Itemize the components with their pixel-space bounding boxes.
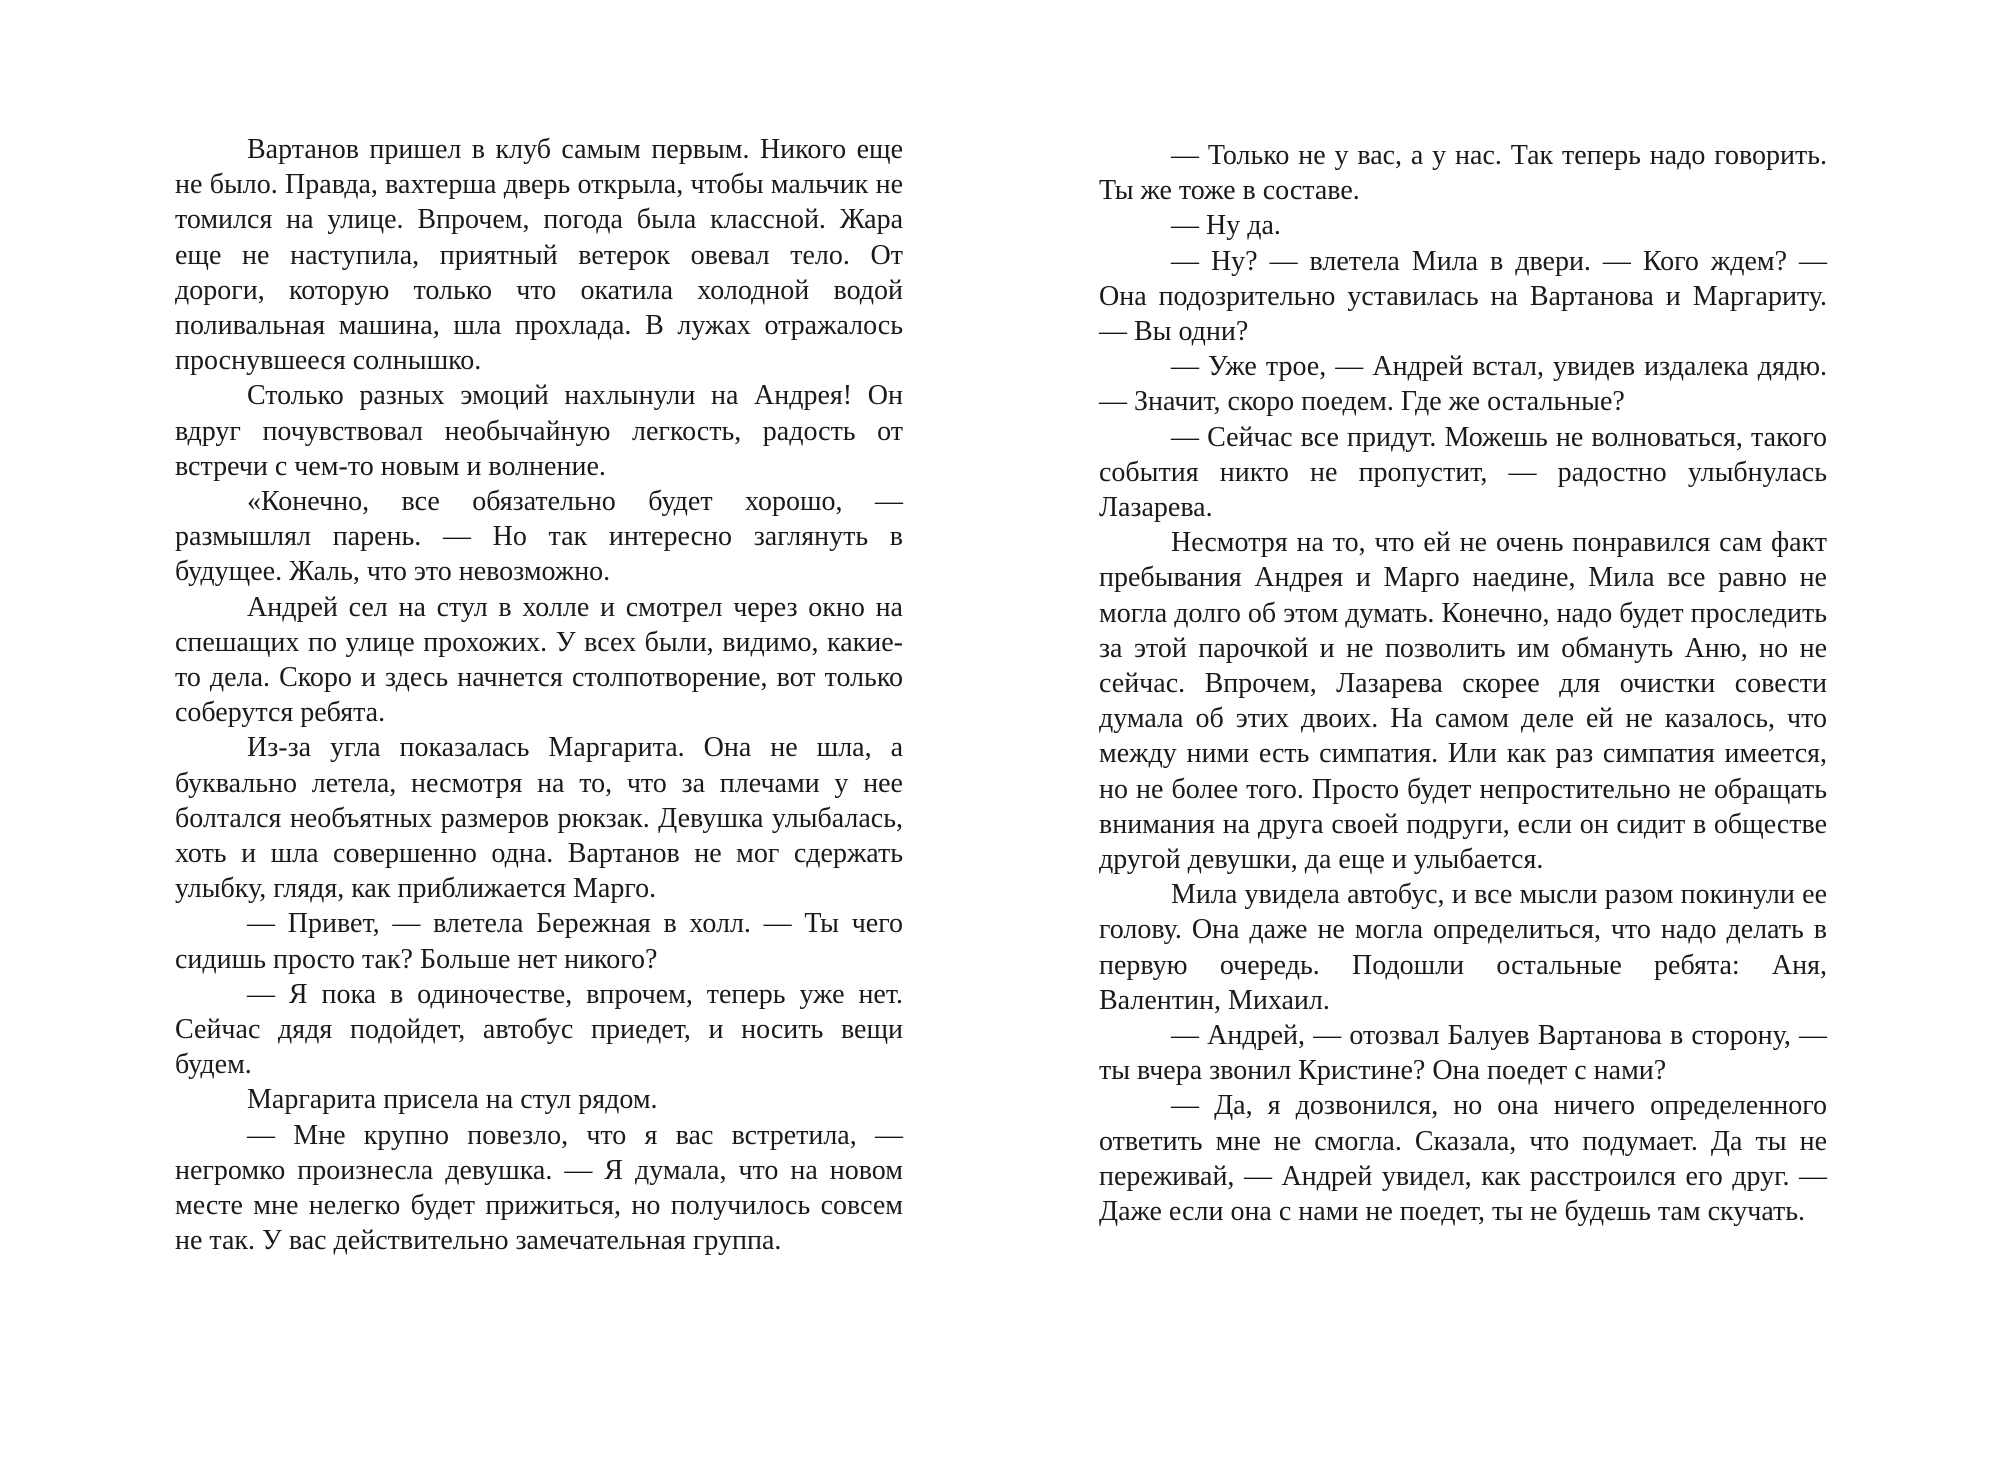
- paragraph: Маргарита присела на стул рядом.: [247, 1084, 658, 1116]
- paragraph: — Ну да.: [1171, 210, 1281, 242]
- paragraph: Несмотря на то, что ей не очень понравился сам факт пребывания Андрея и Марго наедине, Мила все равно не могла долго об этом думать. Конечно, надо будет проследить за этой парочкой и не позволить им обмануть Аню, но не сейчас. Впрочем, Лазарева скорее для очистки совести думала об этих двоих. На самом деле ей не казалось, что между ними есть симпатия. Или как раз симпатия имеется, но не более того. Просто будет непростительно не обращать внимания на друга своей подруги, если он сидит в обществе другой девушки, да еще и улыбается.: [1099, 527, 1827, 876]
- paragraph: — Андрей, — отозвал Балуев Вартанова в сторону, — ты вчера звонил Кристине? Она поедет с нами?: [1099, 1020, 1827, 1087]
- paragraph: — Я пока в одиночестве, впрочем, теперь уже нет. Сейчас дядя подойдет, автобус приедет, и носить вещи будем.: [175, 978, 903, 1081]
- left-page: [175, 132, 903, 1259]
- paragraph: — Сейчас все придут. Можешь не волноваться, такого события никто не пропустит, — радостно улыбнулась Лазарева.: [1099, 421, 1827, 524]
- paragraph: — Только не у вас, а у нас. Так теперь надо говорить. Ты же тоже в составе.: [1099, 140, 1827, 207]
- paragraph: — Ну? — влетела Мила в двери. — Кого ждем? — Она подозрительно уставилась на Вартанова и Маргариту. — Вы одни?: [1099, 245, 1827, 348]
- paragraph: Андрей сел на стул в холле и смотрел через окно на спешащих по улице прохожих. У всех были, видимо, какие-то дела. Скоро и здесь начнется столпотворение, вот только соберутся ребята.: [175, 591, 903, 729]
- paragraph: «Конечно, все обязательно будет хорошо, — размышлял парень. — Но так интересно заглянуть в будущее. Жаль, что это невозможно.: [175, 486, 903, 588]
- paragraph: — Мне крупно повезло, что я вас встретила, — негромко произнесла девушка. — Я думала, что на новом месте мне нелегко будет прижиться, но получилось совсем не так. У вас действительно замечательная группа.: [175, 1119, 903, 1257]
- right-page: [1099, 138, 1827, 1229]
- paragraph: — Привет, — влетела Бережная в холл. — Ты чего сидишь просто так? Больше нет никого?: [175, 908, 903, 975]
- paragraph: Столько разных эмоций нахлынули на Андрея! Он вдруг почувствовал необычайную легкость, радость от встречи с чем-то новым и волнение.: [175, 380, 903, 482]
- paragraph: — Уже трое, — Андрей встал, увидев издалека дядю. — Значит, скоро поедем. Где же остальные?: [1099, 351, 1827, 418]
- paragraph: Мила увидела автобус, и все мысли разом покинули ее голову. Она даже не могла определиться, что надо делать в первую очередь. Подошли остальные ребята: Аня, Валентин, Михаил.: [1099, 879, 1827, 1016]
- paragraph: Вартанов пришел в клуб самым первым. Никого еще не было. Правда, вахтерша дверь открыла, чтобы мальчик не томился на улице. Впрочем, погода была классной. Жара еще не наступила, приятный ветерок овевал тело. От дороги, которую только что окатила холодной водой поливальная машина, шла прохлада. В лужах отражалось проснувшееся солнышко.: [175, 134, 903, 377]
- paragraph: Из-за угла показалась Маргарита. Она не шла, а буквально летела, несмотря на то, что за плечами у нее болтался необъятных размеров рюкзак. Девушка улыбалась, хоть и шла совершенно одна. Вартанов не мог сдержать улыбку, глядя, как приближается Марго.: [175, 732, 903, 905]
- paragraph: — Да, я дозвонился, но она ничего определенного ответить мне не смогла. Сказала, что подумает. Да ты не переживай, — Андрей увидел, как расстроился его друг. — Даже если она с нами не поедет, ты не будешь там скучать.: [1099, 1090, 1827, 1228]
